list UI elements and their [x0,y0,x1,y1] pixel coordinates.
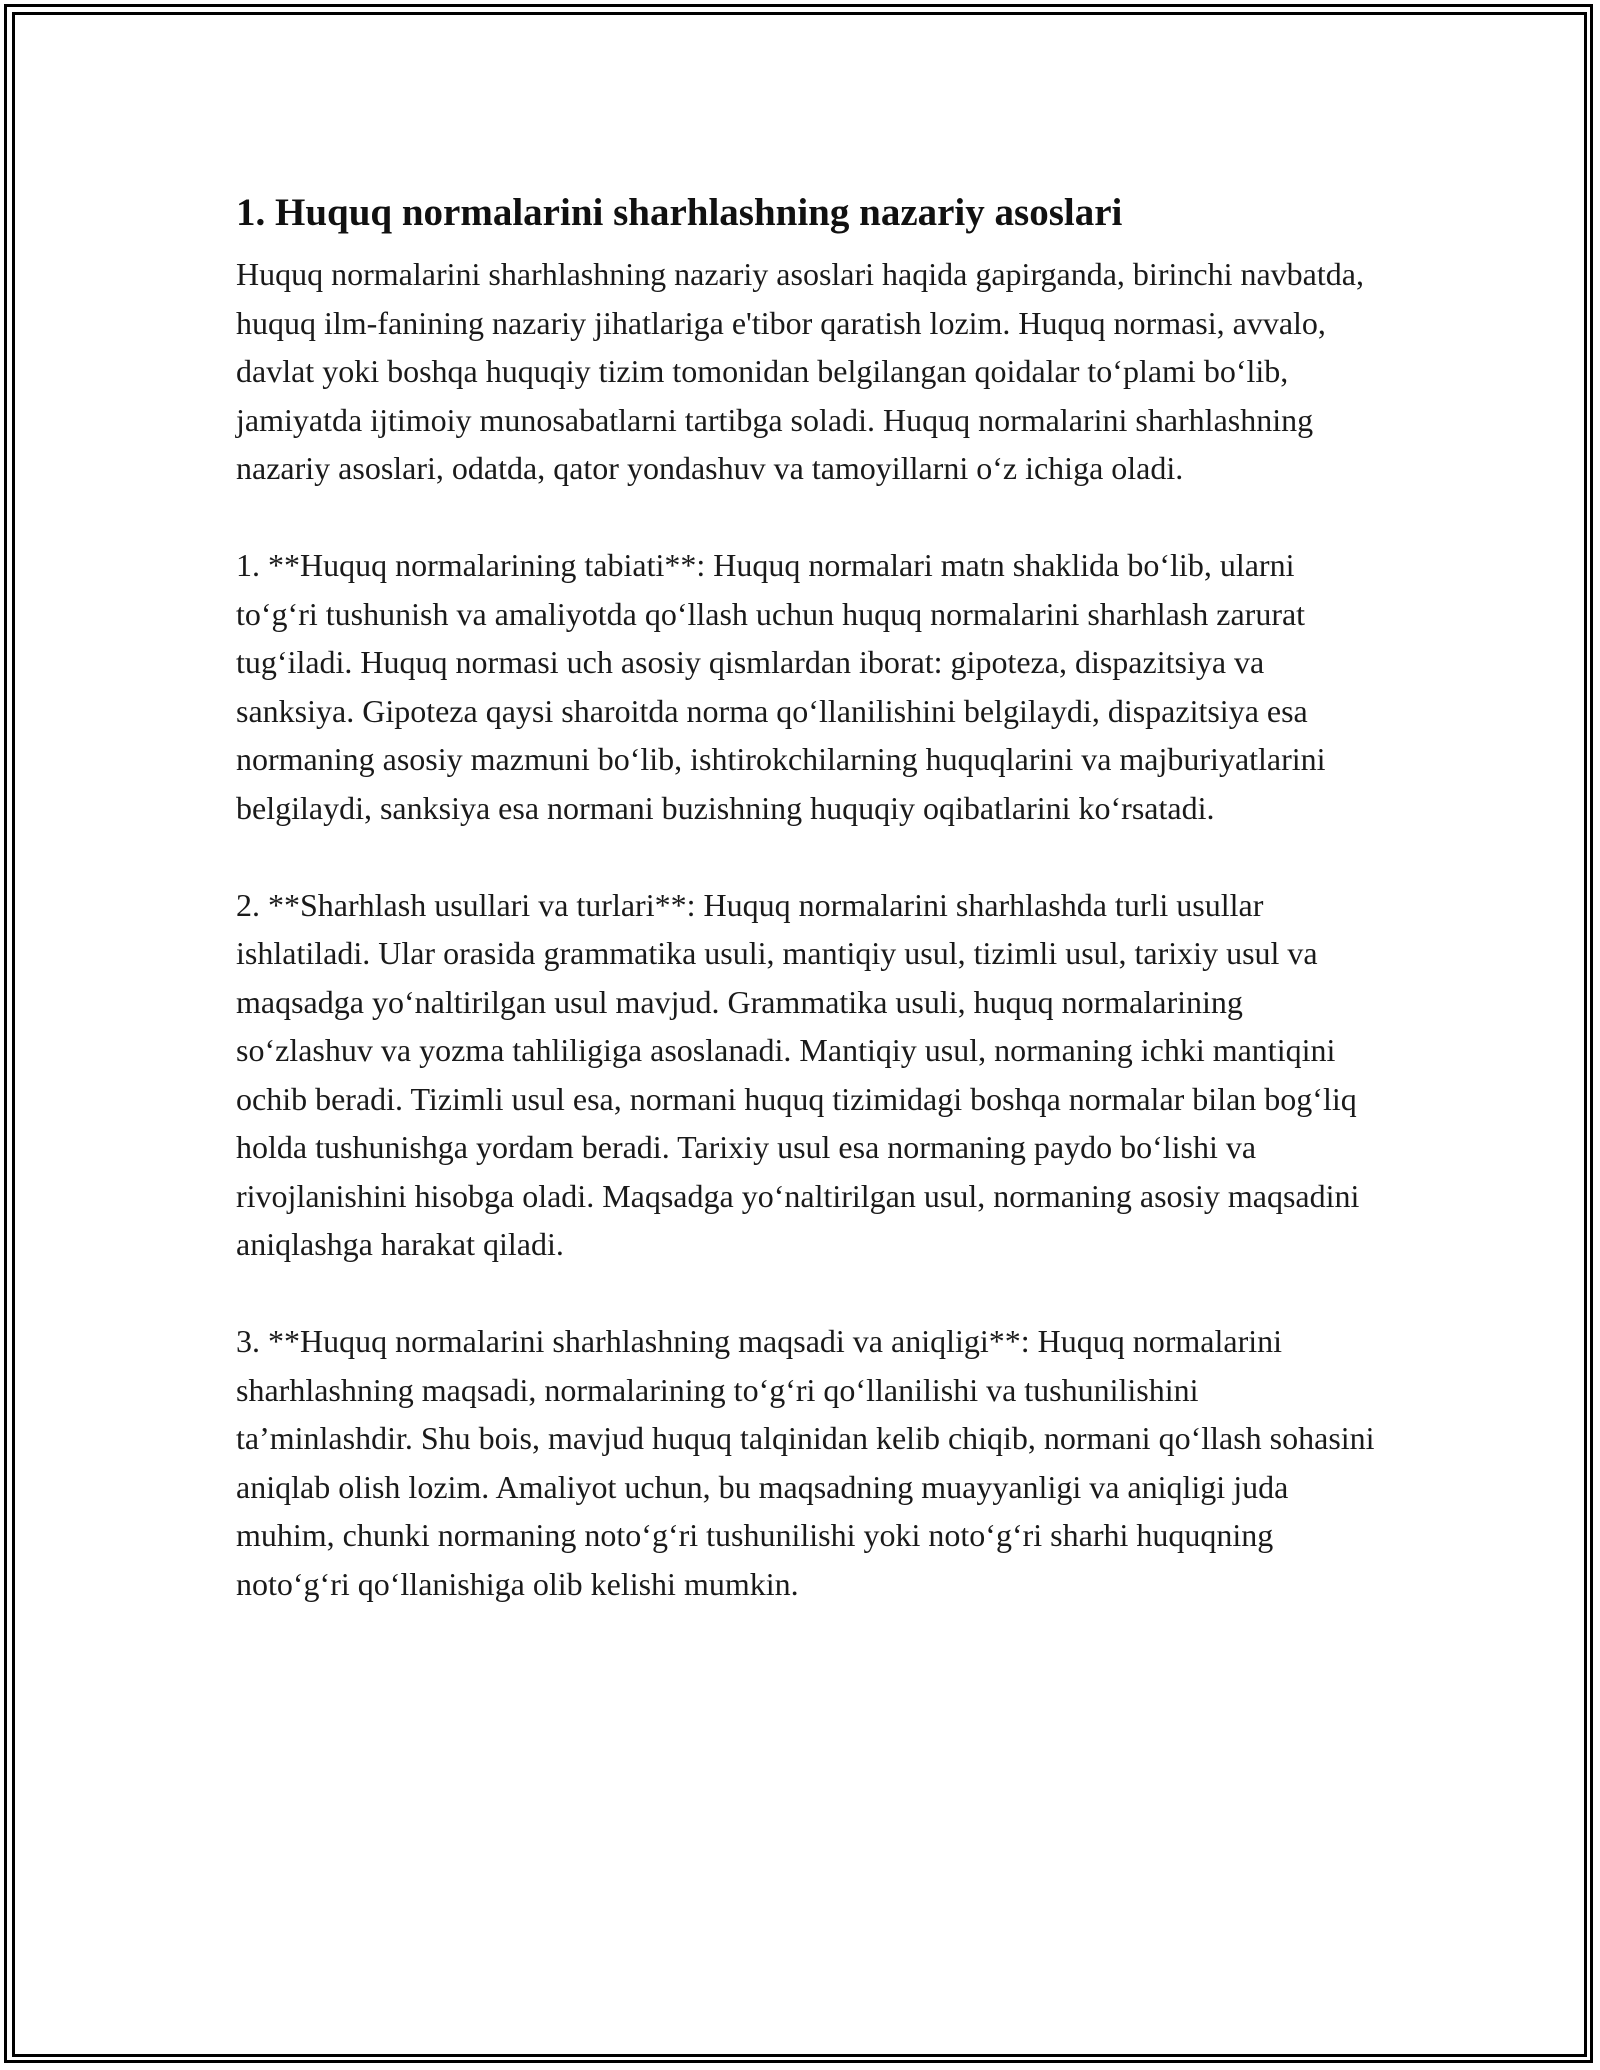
section-heading: 1. Huquq normalarini sharhlashning nazariy asoslari [236,191,1123,234]
document-body [236,184,1376,1657]
paragraph-interpretation-purpose: 3. **Huquq normalarini sharhlashning maqsadi va aniqligi**: Huquq normalarini sharhlashning maqsadi, normalarining to‘g‘ri qo‘llanilishi va tushunilishini ta’minlashdir. Shu bois, mavjud huquq talqinidan kelib chiqib, normani qo‘llash sohasini aniqlab olish lozim. Amaliyot uchun, bu maqsadning muayyanligi va aniqligi juda muhim, chunki normaning noto‘g‘ri tushunilishi yoki noto‘g‘ri sharhi huquqning noto‘g‘ri qo‘llanishiga olib kelishi mumkin. [236,1323,1375,1602]
intro-paragraph: Huquq normalarini sharhlashning nazariy asoslari haqida gapirganda, birinchi navbatda, huquq ilm-fanining nazariy jihatlariga e'tibor qaratish lozim. Huquq normasi, avvalo, davlat yoki boshqa huquqiy tizim tomonidan belgilangan qoidalar to‘plami bo‘lib, jamiyatda ijtimoiy munosabatlarni tartibga soladi. Huquq normalarini sharhlashning nazariy asoslari, odatda, qator yondashuv va tamoyillarni o‘z ichiga oladi. [236,256,1364,486]
paragraph-interpretation-methods: 2. **Sharhlash usullari va turlari**: Huquq normalarini sharhlashda turli usullar ishlatiladi. Ular orasida grammatika usuli, mantiqiy usul, tizimli usul, tarixiy usul va maqsadga yo‘naltirilgan usul mavjud. Grammatika usuli, huquq normalarining so‘zlashuv va yozma tahliligiga asoslanadi. Mantiqiy usul, normaning ichki mantiqini ochib beradi. Tizimli usul esa, normani huquq tizimidagi boshqa normalar bilan bog‘liq holda tushunishga yordam beradi. Tarixiy usul esa normaning paydo bo‘lishi va rivojlanishini hisobga oladi. Maqsadga yo‘naltirilgan usul, normaning asosiy maqsadini aniqlashga harakat qiladi. [236,886,1360,1262]
paragraph-norm-nature: 1. **Huquq normalarining tabiati**: Huquq normalari matn shaklida bo‘lib, ularni to‘g‘ri tushunish va amaliyotda qo‘llash uchun huquq normalarini sharhlash zarurat tug‘iladi. Huquq normasi uch asosiy qismlardan iborat: gipoteza, dispazitsiya va sanksiya. Gipoteza qaysi sharoitda norma qo‘llanilishini belgilaydi, dispazitsiya esa normaning asosiy mazmuni bo‘lib, ishtirokchilarning huquqlarini va majburiyatlarini belgilaydi, sanksiya esa normani buzishning huquqiy oqibatlarini ko‘rsatadi. [236,547,1326,826]
